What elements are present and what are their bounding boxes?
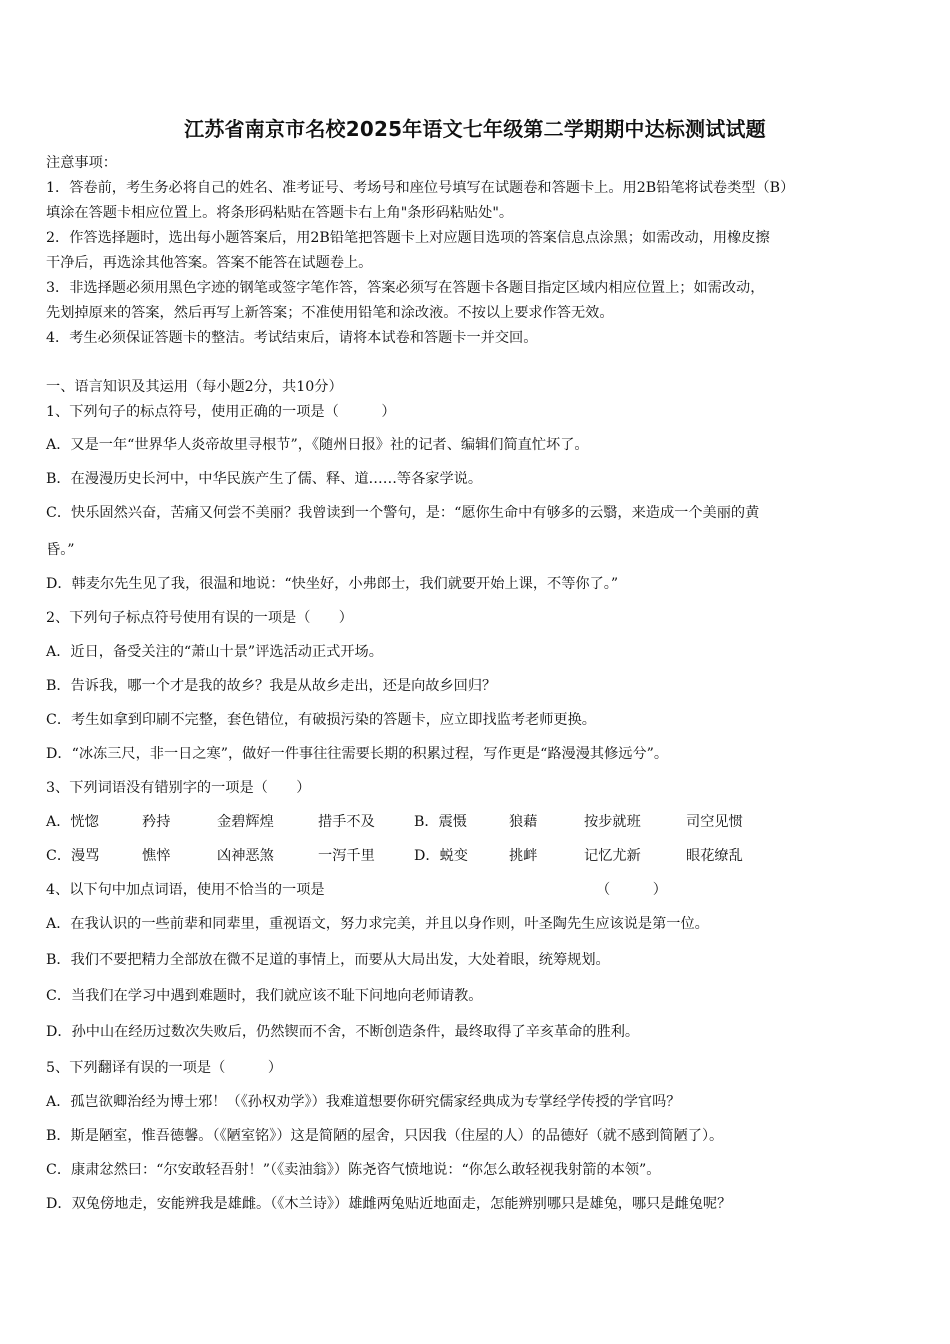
option-a-word: 矜持	[142, 814, 171, 830]
option-c-word: 凶神恶煞	[217, 848, 274, 864]
option-d-word: 记忆尤新	[584, 848, 641, 864]
notice-line: 干净后，再选涂其他答案。答案不能答在试题卷上。	[46, 255, 373, 271]
option-d-word: 眼花缭乱	[686, 848, 743, 864]
notice-line: 4．考生必须保证答题卡的整洁。考试结束后，请将本试卷和答题卡一并交回。	[46, 330, 538, 346]
question-stem: 4、以下句中加点词语，使用不恰当的一项是	[46, 882, 325, 898]
option-c: C．考生如拿到印刷不完整，套色错位，有破损污染的答题卡，应立即找监考老师更换。	[46, 712, 596, 728]
notice-heading: 注意事项：	[46, 155, 117, 171]
option-c-word: 憔悴	[142, 848, 171, 864]
option-c: C．当我们在学习中遇到难题时，我们就应该不耻下问地向老师请教。	[46, 988, 483, 1004]
option-b-word: B．震慑	[414, 814, 467, 830]
question-stem: 2、下列句子标点符号使用有误的一项是（ ）	[46, 610, 353, 626]
option-c-word: 一泻千里	[318, 848, 375, 864]
answer-parenthesis: （ ）	[596, 882, 667, 898]
option-b-word: 按步就班	[584, 814, 641, 830]
question-stem: 5、下列翻译有误的一项是（ ）	[46, 1060, 283, 1076]
option-b-word: 狼藉	[509, 814, 538, 830]
option-b: B．我们不要把精力全部放在微不足道的事情上，而要从大局出发，大处着眼，统筹规划。	[46, 952, 610, 968]
section-heading: 一、语言知识及其运用（每小题2分，共10分）	[46, 379, 343, 395]
option-d: D．双兔傍地走，安能辨我是雄雌。（《木兰诗》）雄雌两兔贴近地面走，怎能辨别哪只是雄兔，哪只是雌兔呢？	[46, 1196, 732, 1212]
question-stem: 3、下列词语没有错别字的一项是（ ）	[46, 780, 311, 796]
option-d-word: D．蜕变	[414, 848, 468, 864]
option-c: C．康肃忿然曰：“尔安敢轻吾射！”（《卖油翁》）陈尧咨气愤地说：“你怎么敢轻视我射箭的本领”。	[46, 1162, 661, 1178]
option-d: D．韩麦尔先生见了我，很温和地说：“快坐好，小弗郎士，我们就要开始上课，不等你了。”	[46, 576, 619, 592]
notice-line: 先划掉原来的答案，然后再写上新答案；不准使用铅笔和涂改液。不按以上要求作答无效。	[46, 305, 614, 321]
option-c-continued: 昏。”	[46, 542, 75, 558]
option-d: D．“冰冻三尺，非一日之寒”，做好一件事往往需要长期的积累过程，写作更是“路漫漫其修远兮”。	[46, 746, 669, 762]
question-stem: 1、下列句子的标点符号，使用正确的一项是（ ）	[46, 404, 396, 420]
option-c: C．快乐固然兴奋，苦痛又何尝不美丽？我曾读到一个警句，是：“愿你生命中有够多的云翳，来造成一个美丽的黄	[46, 505, 760, 521]
option-b: B．告诉我，哪一个才是我的故乡？我是从故乡走出，还是向故乡回归？	[46, 678, 497, 694]
option-a: A．孤岂欲卿治经为博士邪！（《孙权劝学》）我难道想要你研究儒家经典成为专掌经学传授的学官吗？	[46, 1094, 681, 1110]
option-a: A．又是一年“世界华人炎帝故里寻根节”，《随州日报》社的记者、编辑们简直忙坏了。	[46, 437, 589, 453]
notice-line: 1．答卷前，考生务必将自己的姓名、准考证号、考场号和座位号填写在试题卷和答题卡上。用2B铅笔将试卷类型（B）	[46, 180, 795, 196]
option-a-word: A．恍惚	[46, 814, 99, 830]
option-b: B．在漫漫历史长河中，中华民族产生了儒、释、道……等各家学说。	[46, 471, 483, 487]
option-d: D．孙中山在经历过数次失败后，仍然锲而不舍，不断创造条件，最终取得了辛亥革命的胜利。	[46, 1024, 640, 1040]
option-d-word: 挑衅	[509, 848, 538, 864]
page-title: 江苏省南京市名校2025年语文七年级第二学期期中达标测试试题	[184, 117, 766, 141]
option-c-word: C．漫骂	[46, 848, 100, 864]
option-a: A．近日，备受关注的“萧山十景”评选活动正式开场。	[46, 644, 383, 660]
option-b-word: 司空见惯	[686, 814, 743, 830]
option-a-word: 金碧辉煌	[217, 814, 274, 830]
notice-line: 填涂在答题卡相应位置上。将条形码粘贴在答题卡右上角"条形码粘贴处"。	[46, 205, 514, 221]
option-a-word: 措手不及	[318, 814, 375, 830]
option-a: A．在我认识的一些前辈和同辈里，重视语文，努力求完美，并且以身作则，叶圣陶先生应该说是第一位。	[46, 916, 709, 932]
notice-line: 3．非选择题必须用黑色字迹的钢笔或签字笔作答，答案必须写在答题卡各题目指定区域内相应位置上；如需改动，	[46, 280, 765, 296]
option-b: B．斯是陋室，惟吾德馨。（《陋室铭》）这是简陋的屋舍，只因我（住屋的人）的品德好（就不感到简陋了）。	[46, 1128, 724, 1144]
notice-line: 2．作答选择题时，选出每小题答案后，用2B铅笔把答题卡上对应题目选项的答案信息点涂黑；如需改动，用橡皮擦	[46, 230, 770, 246]
